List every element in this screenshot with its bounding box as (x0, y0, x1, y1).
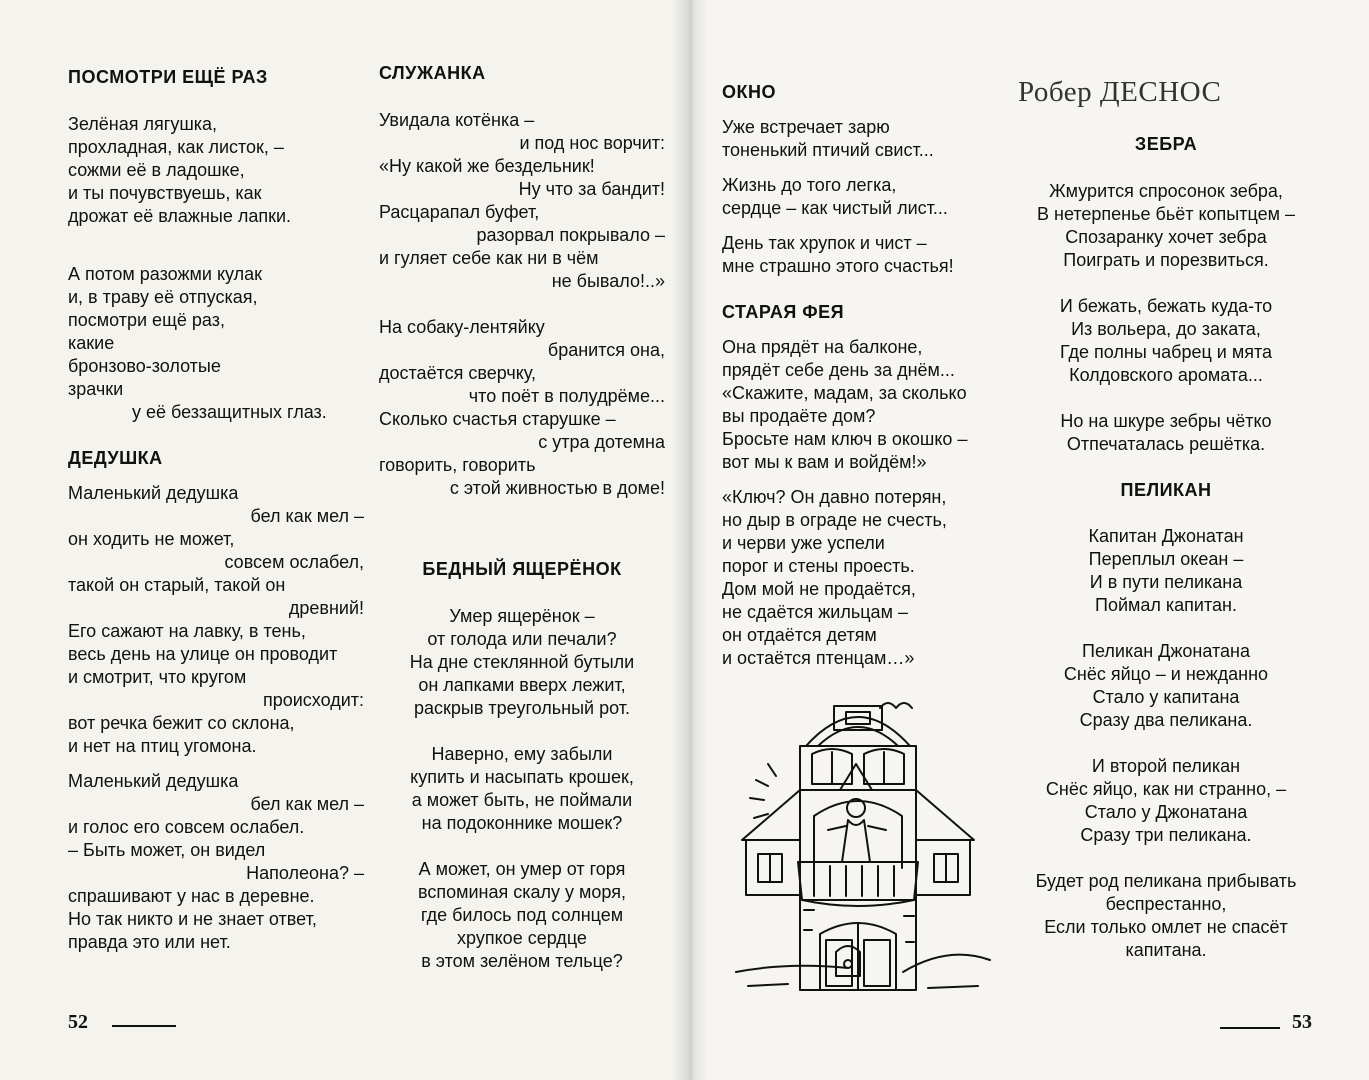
poem-line: посмотри ещё раз, (68, 310, 225, 330)
poem-line: И второй пеликан (1091, 756, 1241, 776)
poem-line: Зелёная лягушка, (68, 114, 218, 134)
poem-body (722, 336, 1002, 670)
poem-line: весь день на улице он проводит (68, 644, 338, 664)
poem-line: и голос его совсем ослабел. (68, 817, 305, 837)
poem-line: сердце – как чистый лист... (722, 198, 948, 218)
column-3 (722, 81, 1002, 670)
poem-line: Жмурится спросонок зебра, (1049, 181, 1283, 201)
poem-line: Расцарапал буфет, (379, 202, 540, 222)
poem-line: и черви уже успели (722, 533, 885, 553)
poem-line: Где полны чабрец и мята (1059, 342, 1273, 362)
poem-line: Снёс яйцо – и нежданно (1063, 664, 1269, 684)
poem-line: спрашивают у нас в деревне. (68, 886, 315, 906)
poem-line: а может быть, не поймали (411, 790, 633, 810)
poem-line: И бежать, бежать куда-то (1059, 296, 1273, 316)
poem-line: не сдаётся жильцам – (722, 602, 908, 622)
column-1 (68, 66, 368, 954)
poem-line: Стало у капитана (1092, 687, 1240, 707)
poem-line: он ходить не может, (68, 529, 235, 549)
poem-line: от голода или печали? (427, 629, 617, 649)
poem-line: Если только омлет не спасёт (1044, 917, 1288, 937)
poem-line: тоненький птичий свист... (722, 140, 934, 160)
column-2 (379, 62, 665, 973)
poem-line: такой он старый, такой он (68, 575, 286, 595)
poem-line: достаётся сверчку, (379, 363, 537, 383)
poem-line: бел как мел – (250, 794, 364, 814)
poem-body (1006, 525, 1326, 962)
poem-line: вот мы к вам и войдём!» (722, 452, 927, 472)
poem-line: «Ну какой же бездельник! (379, 156, 595, 176)
page-number: 53 (1292, 1011, 1312, 1033)
poem-line: Сколько счастья старушке – (379, 409, 616, 429)
poem-line: Снёс яйцо, как ни странно, – (1045, 779, 1287, 799)
poem-body (379, 605, 665, 973)
poem-line: Жизнь до того легка, (722, 175, 897, 195)
poem-line: На дне стеклянной бутыли (409, 652, 635, 672)
poem-line: и остаётся птенцам…» (722, 648, 915, 668)
poem-line: «Скажите, мадам, за сколько (722, 383, 967, 403)
poem-line: с утра дотемна (538, 432, 665, 452)
poem-line: Переплыл океан – (1088, 549, 1244, 569)
poem-line: – Быть может, он видел (68, 840, 266, 860)
poem-line: порог и стены проесть. (722, 556, 915, 576)
poem-line: Уже встречает зарю (722, 117, 890, 137)
poem-body (68, 113, 368, 424)
poem-body (68, 482, 368, 954)
poem-line: Капитан Джонатан (1088, 526, 1244, 546)
house-illustration (728, 690, 998, 1025)
poem-body (379, 109, 665, 500)
poem-title: ПОСМОТРИ ЕЩЁ РАЗ (68, 67, 268, 87)
poem-line: на подоконнике мошек? (421, 813, 623, 833)
poem-line: разорвал покрывало – (476, 225, 665, 245)
poem-line: бранится она, (547, 340, 665, 360)
poem-line: с этой живностью в доме! (449, 478, 665, 498)
poem-line: хрупкое сердце (457, 928, 587, 948)
poem-line: он отдаётся детям (722, 625, 877, 645)
poem-line: Ну что за бандит! (518, 179, 665, 199)
poem-line: Но так никто и не знает ответ, (68, 909, 317, 929)
poem-line: Будет род пеликана прибывать (1035, 871, 1297, 891)
poem-title: ПЕЛИКАН (1120, 480, 1212, 500)
book-gutter (672, 0, 708, 1080)
poem-line: сожми её в ладошке, (68, 160, 245, 180)
poem-line: Но на шкуре зебры чётко (1060, 411, 1272, 431)
poem-line: и, в траву её отпуская, (68, 287, 258, 307)
poem-line: капитана. (1125, 940, 1207, 960)
poem-line: вспоминая скалу у моря, (418, 882, 626, 902)
poem-line: Из вольера, до заката, (1071, 319, 1261, 339)
poem-line: беспрестанно, (1105, 894, 1227, 914)
poem-line: Сразу два пеликана. (1079, 710, 1253, 730)
poem-line: бронзово-золотые (68, 356, 221, 376)
poem-line: но дыр в ограде не счесть, (722, 510, 947, 530)
poem-line: и гуляет себе как ни в чём (379, 248, 599, 268)
poem-title: ДЕДУШКА (68, 448, 163, 468)
poem-line: Она прядёт на балконе, (722, 337, 923, 357)
poem-title: БЕДНЫЙ ЯЩЕРЁНОК (422, 559, 622, 579)
poem-line: Дом мой не продаётся, (722, 579, 916, 599)
poem-line: правда это или нет. (68, 932, 231, 952)
poem-line: в этом зелёном тельце? (421, 951, 623, 971)
poem-body (1006, 180, 1326, 456)
page-rule (112, 1025, 176, 1027)
poem-line: зрачки (68, 379, 124, 399)
poem-line: вот речка бежит со склона, (68, 713, 295, 733)
poem-title: ЗЕБРА (1134, 134, 1198, 154)
poem-line: мне страшно этого счастья! (722, 256, 954, 276)
poem-line: Умер ящерёнок – (449, 606, 595, 626)
poem-line: древний! (288, 598, 364, 618)
poem-line: Его сажают на лавку, в тень, (68, 621, 306, 641)
poem-line: Маленький дедушка (68, 483, 239, 503)
poem-line: вы продаёте дом? (722, 406, 876, 426)
poem-line: Отпечаталась решётка. (1066, 434, 1266, 454)
poem-line: прядёт себе день за днём... (722, 360, 955, 380)
poem-line: совсем ослабел, (224, 552, 364, 572)
poem-line: он лапками вверх лежит, (418, 675, 626, 695)
poem-line: и ты почувствуешь, как (68, 183, 262, 203)
poem-line: Стало у Джонатана (1084, 802, 1248, 822)
page-rule (1220, 1027, 1280, 1029)
poem-title: СТАРАЯ ФЕЯ (722, 302, 845, 322)
poem-line: Маленький дедушка (68, 771, 239, 791)
poem-line: Увидала котёнка – (379, 110, 535, 130)
poem-line: говорить, говорить (379, 455, 536, 475)
poem-title: ОКНО (722, 82, 776, 102)
poem-line: у её беззащитных глаз. (132, 402, 327, 422)
page-number: 52 (68, 1011, 88, 1033)
column-4 (1006, 133, 1326, 962)
poem-line: Колдовского аромата... (1069, 365, 1263, 385)
poem-line: Наверно, ему забыли (431, 744, 613, 764)
poem-body (722, 116, 1002, 278)
poem-line: дрожат её влажные лапки. (68, 206, 292, 226)
poem-line: На собаку-лентяйку (379, 317, 545, 337)
poem-line: и под нос ворчит: (519, 133, 665, 153)
poem-line: Наполеона? – (246, 863, 364, 883)
author-name: Робер ДЕСНОС (1018, 76, 1222, 108)
poem-line: какие (68, 333, 115, 353)
poem-line: И в пути пеликана (1089, 572, 1243, 592)
poem-line: Пеликан Джонатана (1082, 641, 1250, 661)
poem-line: А потом разожми кулак (68, 264, 263, 284)
poem-line: прохладная, как листок, – (68, 137, 284, 157)
poem-line: не бывало!..» (551, 271, 665, 291)
poem-line: раскрыв треугольный рот. (414, 698, 630, 718)
poem-line: что поёт в полудрёме... (468, 386, 665, 406)
poem-line: купить и насыпать крошек, (410, 767, 634, 787)
poem-line: «Ключ? Он давно потерян, (722, 487, 947, 507)
poem-line: происходит: (262, 690, 364, 710)
poem-line: День так хрупок и чист – (722, 233, 927, 253)
poem-line: Сразу три пеликана. (1080, 825, 1252, 845)
poem-line: Спозаранку хочет зебра (1065, 227, 1267, 247)
poem-title: СЛУЖАНКА (379, 63, 486, 83)
poem-line: А может, он умер от горя (418, 859, 626, 879)
poem-line: Поиграть и порезвиться. (1063, 250, 1269, 270)
poem-line: В нетерпенье бьёт копытцем – (1037, 204, 1295, 224)
poem-line: Бросьте нам ключ в окошко – (722, 429, 968, 449)
poem-line: бел как мел – (250, 506, 364, 526)
poem-line: и нет на птиц угомона. (68, 736, 257, 756)
poem-line: Поймал капитан. (1095, 595, 1237, 615)
poem-line: и смотрит, что кругом (68, 667, 247, 687)
poem-line: где билось под солнцем (420, 905, 624, 925)
